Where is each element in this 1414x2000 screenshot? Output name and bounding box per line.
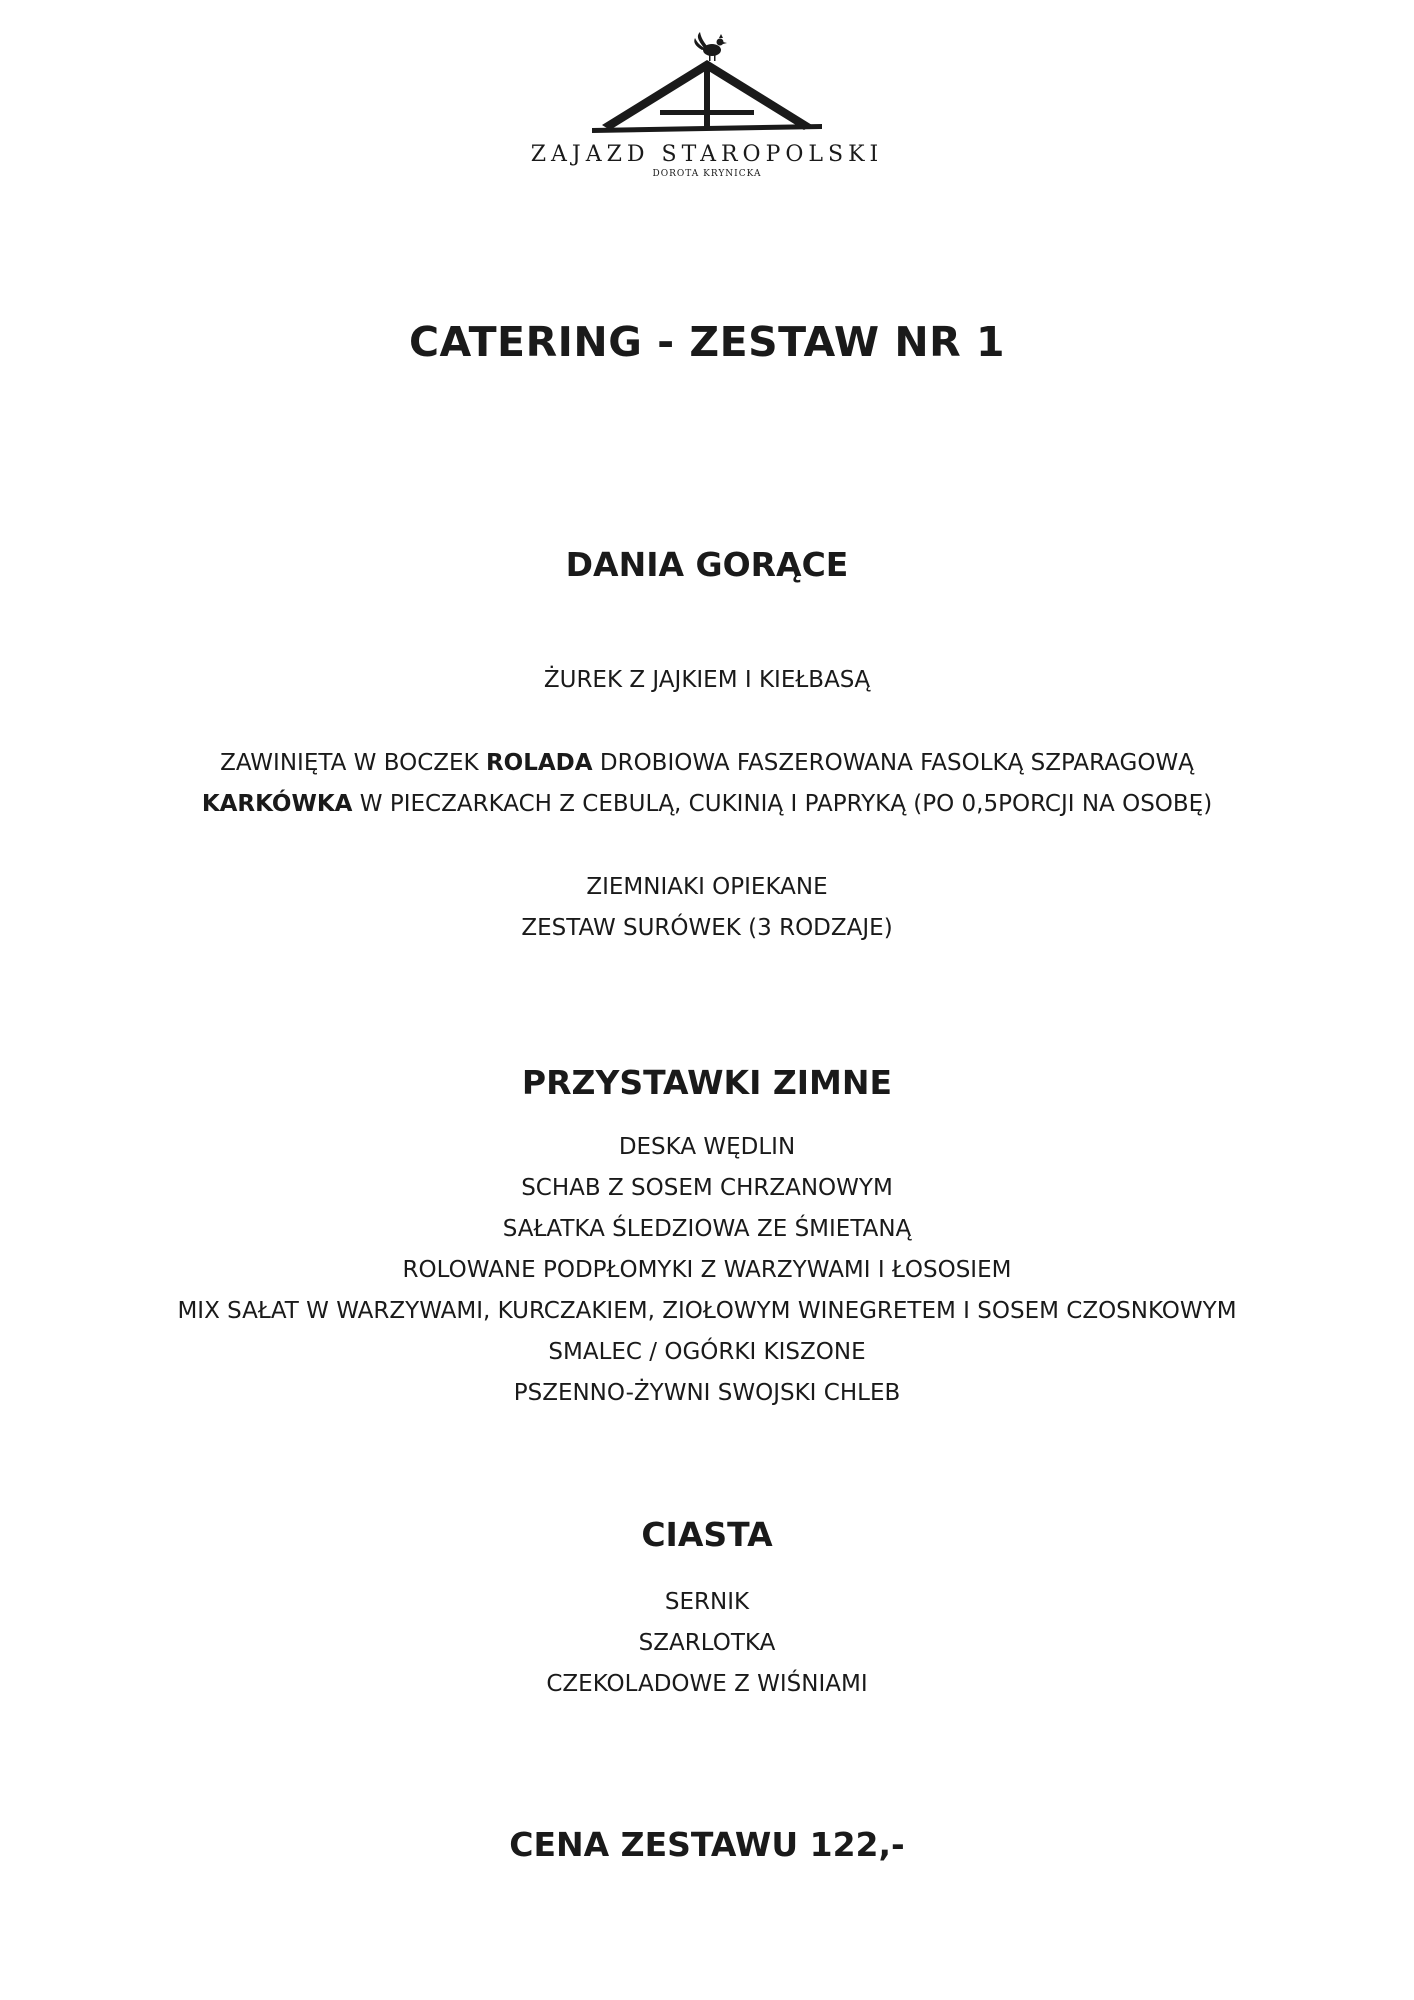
side-item-potatoes: ZIEMNIAKI OPIEKANE: [586, 874, 828, 900]
list-item: SAŁATKA ŚLEDZIOWA ZE ŚMIETANĄ: [502, 1216, 912, 1242]
main-dish-rolada-prefix: ZAWINIĘTA W BOCZEK: [220, 750, 486, 776]
main-dish-karkowka-name: KARKÓWKA: [201, 791, 353, 817]
list-item: PSZENNO-ŻYWNI SWOJSKI CHLEB: [513, 1380, 901, 1406]
cold-starters-heading: PRZYSTAWKI ZIMNE: [521, 1063, 893, 1102]
main-dish-karkowka: [0, 784, 1414, 825]
cold-starters-list: [0, 1127, 1414, 1414]
hot-dishes-soup: [0, 660, 1414, 701]
logo: [0, 30, 1414, 179]
hot-dishes-mains: [0, 743, 1414, 825]
list-item: SERNIK: [664, 1589, 750, 1615]
main-dish-rolada: [0, 743, 1414, 784]
soup-item: ŻUREK Z JAJKIEM I KIEŁBASĄ: [543, 667, 871, 693]
cakes-list: [0, 1582, 1414, 1705]
logo-name: ZAJAZD STAROPOLSKI: [530, 142, 884, 167]
page-title: CATERING - ZESTAW NR 1: [408, 318, 1006, 366]
main-dish-rolada-suffix: DROBIOWA FASZEROWANA FASOLKĄ SZPARAGOWĄ: [592, 750, 1194, 776]
list-item: SZARLOTKA: [638, 1630, 776, 1656]
list-item: SMALEC / OGÓRKI KISZONE: [548, 1339, 866, 1365]
logo-subtitle: DOROTA KRYNICKA: [652, 169, 762, 179]
main-dish-karkowka-suffix: W PIECZARKACH Z CEBULĄ, CUKINIĄ I PAPRYKĄ (PO 0,5PORCJI NA OSOBĘ): [352, 791, 1213, 817]
hot-dishes-heading: DANIA GORĄCE: [565, 545, 849, 584]
list-item: CZEKOLADOWE Z WIŚNIAMI: [546, 1671, 868, 1697]
rooster-roof-icon: [582, 30, 832, 140]
main-dish-rolada-name: ROLADA: [485, 750, 593, 776]
list-item: DESKA WĘDLIN: [618, 1134, 796, 1160]
list-item: SCHAB Z SOSEM CHRZANOWYM: [521, 1175, 893, 1201]
hot-dishes-sides: [0, 867, 1414, 949]
list-item: ROLOWANE PODPŁOMYKI Z WARZYWAMI I ŁOSOSIEM: [402, 1257, 1012, 1283]
side-item-salads: ZESTAW SURÓWEK (3 RODZAJE): [521, 915, 893, 941]
list-item: MIX SAŁAT W WARZYWAMI, KURCZAKIEM, ZIOŁOWYM WINEGRETEM I SOSEM CZOSNKOWYM: [177, 1298, 1237, 1324]
cakes-heading: CIASTA: [641, 1515, 773, 1554]
set-price: CENA ZESTAWU 122,-: [509, 1825, 905, 1864]
